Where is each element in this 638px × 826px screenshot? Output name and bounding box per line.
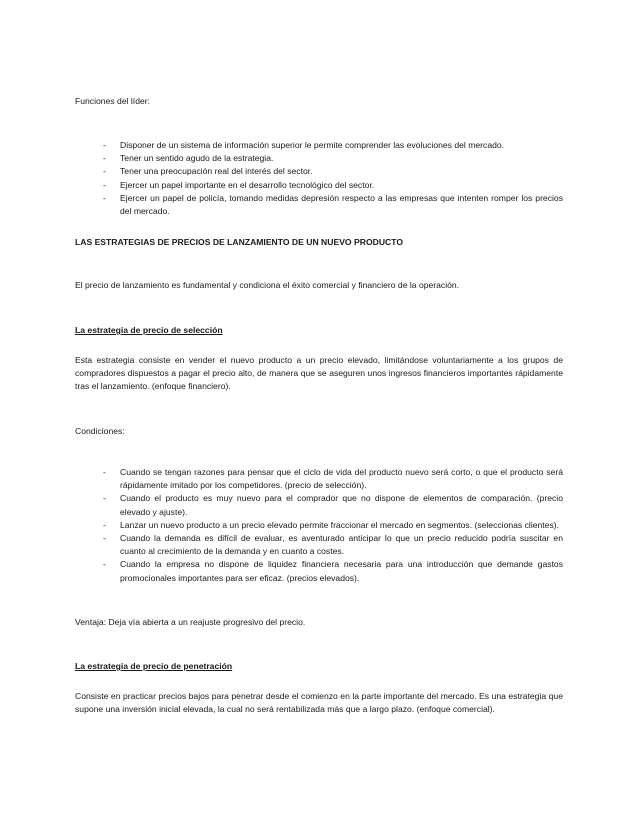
section-heading: LAS ESTRATEGIAS DE PRECIOS DE LANZAMIENTO DE UN NUEVO PRODUCTO bbox=[75, 237, 404, 247]
dash-bullet: - bbox=[103, 153, 106, 164]
list-item bbox=[75, 466, 563, 492]
list-item-text: Ejercer un papel importante en el desarrollo tecnológico del sector. bbox=[120, 179, 375, 190]
list-item bbox=[75, 152, 563, 165]
list-item bbox=[75, 532, 563, 558]
list-item bbox=[75, 519, 563, 532]
list-item-text: Cuando el producto es muy nuevo para el comprador que no dispone de elementos de comparación. (precio elevado y ajuste). bbox=[120, 493, 563, 517]
list-item bbox=[75, 492, 563, 518]
dash-bullet: - bbox=[103, 533, 106, 544]
list-item bbox=[75, 179, 563, 192]
dash-bullet: - bbox=[103, 467, 106, 477]
dash-bullet: - bbox=[103, 519, 106, 530]
list-item-text: Cuando la demanda es difícil de evaluar, es aventurado anticipar lo que un precio reducido podría suscitar en cuanto al crecimiento de la demanda y en cuanto a costes. bbox=[120, 533, 563, 557]
list-item-text: Disponer de un sistema de información superior le permite comprender las evoluciones del mercado. bbox=[120, 140, 505, 150]
list-item-text: Ejercer un papel de policía, tomando medidas depresión respecto a las empresas que intenten romper los precios del mercado. bbox=[120, 192, 563, 217]
dash-bullet: - bbox=[103, 192, 106, 203]
list-item bbox=[75, 192, 563, 218]
list-item-text: Lanzar un nuevo producto a un precio elevado permite fraccionar el mercado en segmentos. (seleccionas clientes). bbox=[120, 519, 560, 530]
penetracion-heading: La estrategia de precio de penetración bbox=[75, 661, 233, 671]
dash-bullet: - bbox=[103, 493, 106, 504]
list-item-text: Cuando se tengan razones para pensar que el ciclo de vida del producto nuevo será corto, o que el producto será rápidamente imitado por los competidores. (precio de selección). bbox=[120, 467, 563, 491]
condiciones-list bbox=[75, 466, 563, 585]
list-item bbox=[75, 558, 563, 584]
list-item bbox=[75, 139, 563, 152]
seleccion-paragraph: Esta estrategia consiste en vender el nuevo producto a un precio elevado, limitándose voluntariamente a los grupos de compradores dispuestos a pagar el precio alto, de manera que se aseguren unos ingresos financieros importantes rápidamente tras el lanzamiento. (enfoque financiero). bbox=[75, 355, 563, 392]
dash-bullet: - bbox=[103, 166, 106, 177]
condiciones-title: Condiciones: bbox=[75, 426, 125, 436]
dash-bullet: - bbox=[103, 559, 106, 570]
list-item bbox=[75, 165, 563, 178]
list-item-text: Cuando la empresa no dispone de liquidez financiera necesaria para una introducción que demande gastos promocionales importantes para ser eficaz. (precios elevados). bbox=[120, 559, 563, 583]
funciones-title: Funciones del líder: bbox=[75, 96, 150, 106]
intro-paragraph: El precio de lanzamiento es fundamental y condiciona el éxito comercial y financiero de la operación. bbox=[75, 280, 460, 290]
dash-bullet: - bbox=[103, 140, 106, 150]
funciones-list bbox=[75, 139, 563, 218]
list-item-text: Tener una preocupación real del interés del sector. bbox=[120, 166, 313, 177]
list-item-text: Tener un sentido agudo de la estrategia. bbox=[120, 153, 274, 164]
dash-bullet: - bbox=[103, 179, 106, 190]
ventaja-text: Ventaja: Deja vía abierta a un reajuste progresivo del precio. bbox=[75, 617, 306, 627]
seleccion-heading: La estrategia de precio de selección bbox=[75, 325, 223, 335]
penetracion-paragraph: Consiste en practicar precios bajos para penetrar desde el comienzo en la parte importante del mercado. Es una estrategia que supone una inversión inicial elevada, la cual no será rentabilizada más que a largo plazo. (enfoque comercial). bbox=[75, 691, 563, 715]
